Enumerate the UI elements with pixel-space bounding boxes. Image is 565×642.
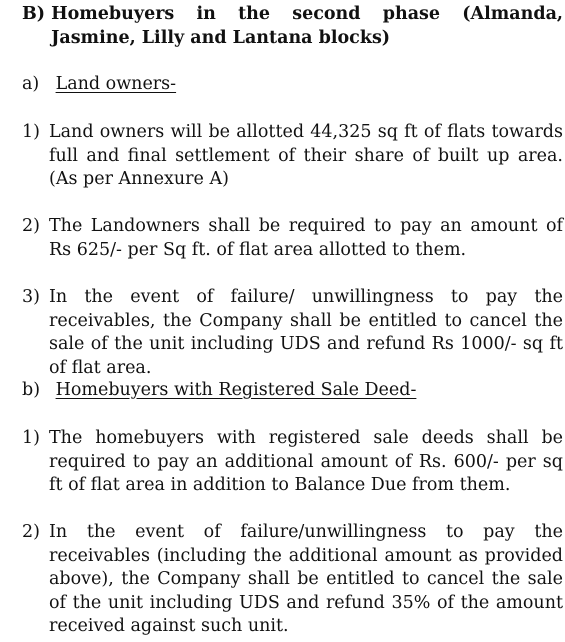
list-item-text: The Landowners shall be required to pay an amount of Rs 625/- per Sq ft. of flat area allotted to them. xyxy=(49,216,563,260)
list-item-number: 1) xyxy=(22,428,40,448)
list-item-number: 1) xyxy=(22,122,40,142)
subsection-a-title: Land owners- xyxy=(55,74,177,94)
list-item xyxy=(22,215,563,262)
subsection-a-heading xyxy=(22,73,176,97)
list-item-text: In the event of failure/ unwillingness to pay the receivables, the Company shall be entitled to cancel the sale of the unit including UDS and refund Rs 1000/- sq ft of flat area. xyxy=(49,287,563,378)
subsection-b-label: b) xyxy=(22,380,41,400)
list-item-number: 2) xyxy=(22,522,40,542)
list-item-number: 2) xyxy=(22,216,40,236)
section-heading xyxy=(22,3,563,50)
subsection-b-title: Homebuyers with Registered Sale Deed- xyxy=(55,380,417,400)
list-item xyxy=(22,521,563,639)
section-heading-text: Homebuyers in the second phase (Almanda, Jasmine, Lilly and Lantana blocks) xyxy=(51,4,563,48)
list-item-text: The homebuyers with registered sale deeds shall be required to pay an additional amount of Rs. 600/- per sq ft of flat area in addition to Balance Due from them. xyxy=(49,428,563,495)
list-item-text: Land owners will be allotted 44,325 sq ft of flats towards full and final settlement of their share of built up area. (As per Annexure A) xyxy=(49,122,563,189)
list-item xyxy=(22,427,563,498)
list-item xyxy=(22,121,563,192)
section-heading-label: B) xyxy=(22,4,46,24)
list-item-number: 3) xyxy=(22,287,40,307)
list-item-text: In the event of failure/unwillingness to pay the receivables (including the additional amount as provided above), the Company shall be entitled to cancel the sale of the unit including UDS and refund 35% of the amount received against such unit. xyxy=(49,522,563,636)
subsection-b-heading xyxy=(22,379,416,403)
list-item xyxy=(22,286,563,380)
subsection-a-label: a) xyxy=(22,74,40,94)
